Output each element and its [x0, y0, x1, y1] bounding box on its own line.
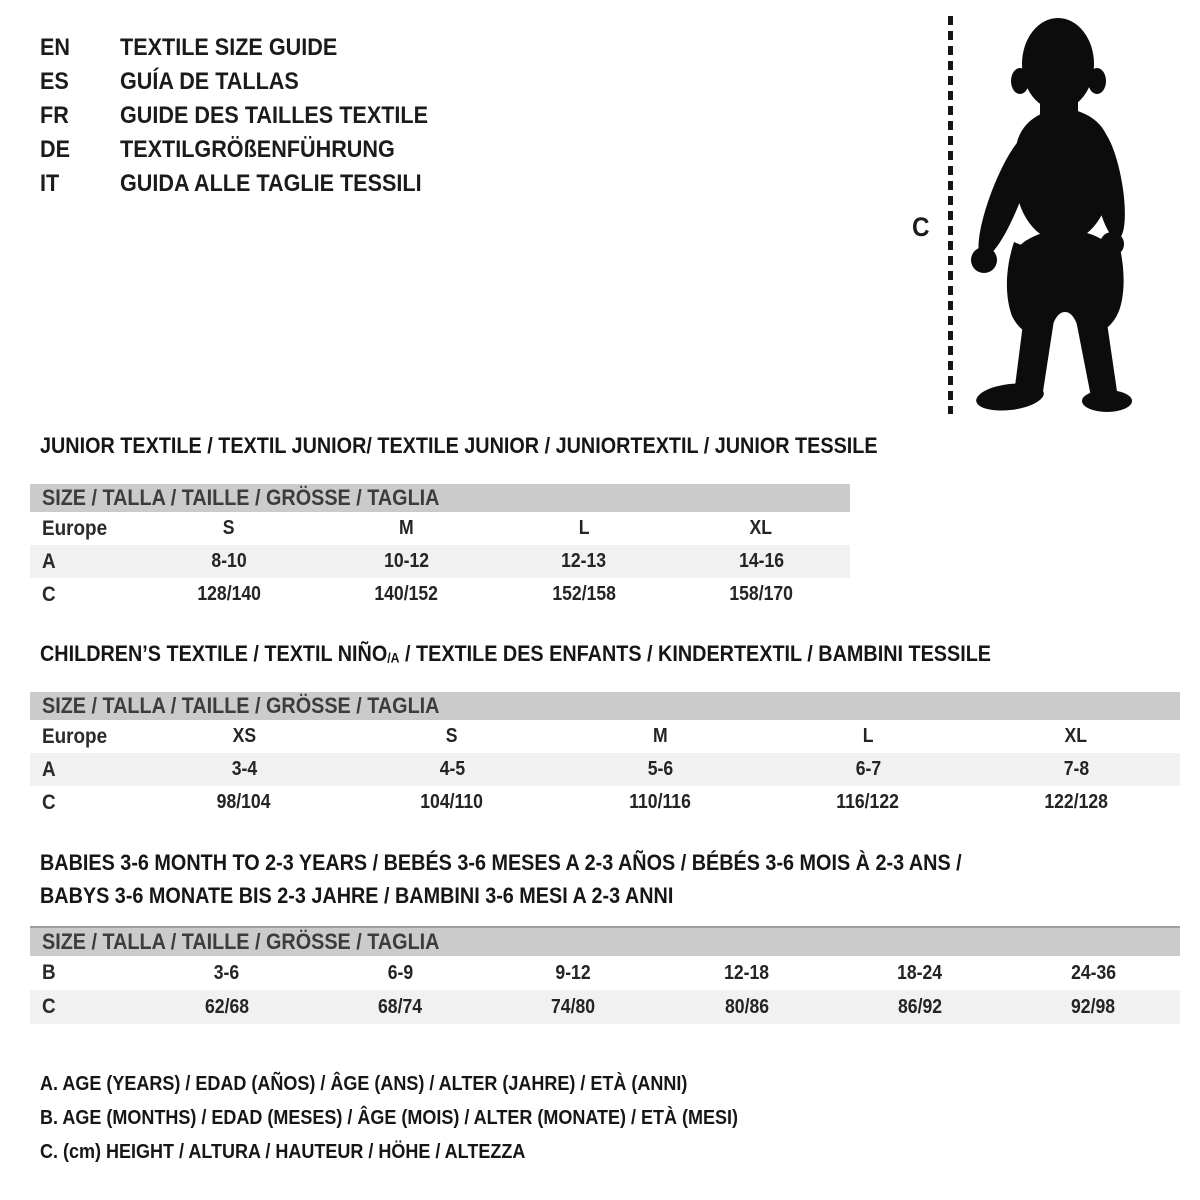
table-row-height: C 128/140 140/152 152/158 158/170 [42, 583, 794, 606]
page-title-it: GUIDA ALLE TAGLIE TESSILI [120, 170, 422, 197]
nino-a-subscript: /A [387, 650, 400, 666]
baby-silhouette-icon [966, 16, 1134, 414]
footnote-b-age-months: B. AGE (MONTHS) / EDAD (MESES) / ÂGE (MOIS) / ALTER (MONATE) / ETÀ (MESI) [40, 1107, 738, 1129]
table-row-height: C 62/68 68/74 74/80 80/86 86/92 92/98 [30, 990, 1180, 1024]
language-row-it [40, 167, 462, 201]
language-row-de [40, 133, 462, 167]
section-title-babies-line1: BABIES 3-6 MONTH TO 2-3 YEARS / BEBÉS 3-6 MESES A 2-3 AÑOS / BÉBÉS 3-6 MOIS À 2-3 ANS / [40, 850, 962, 875]
section-title-children: CHILDREN’S TEXTILE / TEXTIL NIÑO/A / TEXTILE DES ENFANTS / KINDERTEXTIL / BAMBINI TESSILE [40, 641, 992, 666]
table-row-europe: Europe XS S M L XL [42, 725, 1088, 748]
table-row-age: A 8-10 10-12 12-13 14-16 [30, 545, 850, 578]
language-code: ES [40, 68, 69, 95]
language-code: IT [40, 170, 60, 197]
table-row-months: B 3-6 6-9 9-12 12-18 18-24 24-36 [42, 961, 1116, 984]
page-title-fr: GUIDE DES TAILLES TEXTILE [120, 102, 429, 129]
page-title-es: GUÍA DE TALLAS [120, 68, 299, 95]
babies-size-table [30, 926, 1180, 1024]
table-row-height: C 98/104 104/110 110/116 116/122 122/128 [42, 791, 1108, 814]
language-title-list [40, 31, 462, 201]
height-measure-label: C [912, 212, 930, 242]
language-row-es [40, 65, 462, 99]
language-row-fr [40, 99, 462, 133]
page-title-de: TEXTILGRÖßENFÜHRUNG [120, 136, 395, 163]
language-code: EN [40, 34, 71, 61]
section-title-junior: JUNIOR TEXTILE / TEXTIL JUNIOR/ TEXTILE JUNIOR / JUNIORTEXTIL / JUNIOR TESSILE [40, 433, 878, 458]
size-header-bar: SIZE / TALLA / TAILLE / GRÖSSE / TAGLIA [30, 692, 1180, 720]
page-title-en: TEXTILE SIZE GUIDE [120, 34, 338, 61]
junior-size-table [30, 484, 850, 611]
height-measure-dashed-line [948, 16, 953, 414]
language-row-en [40, 31, 462, 65]
language-code: FR [40, 102, 69, 129]
size-header-bar: SIZE / TALLA / TAILLE / GRÖSSE / TAGLIA [30, 926, 1180, 956]
footnote-a-age-years: A. AGE (YEARS) / EDAD (AÑOS) / ÂGE (ANS) / ALTER (JAHRE) / ETÀ (ANNI) [40, 1073, 688, 1095]
table-row-europe: Europe S M L XL [42, 517, 773, 540]
footnote-c-height-cm: C. (cm) HEIGHT / ALTURA / HAUTEUR / HÖHE / ALTEZZA [40, 1141, 526, 1163]
size-header-bar: SIZE / TALLA / TAILLE / GRÖSSE / TAGLIA [30, 484, 850, 512]
children-size-table [30, 692, 1180, 819]
table-row-age: A 3-4 4-5 5-6 6-7 7-8 [30, 753, 1180, 786]
section-title-babies-line2: BABYS 3-6 MONATE BIS 2-3 JAHRE / BAMBINI 3-6 MESI A 2-3 ANNI [40, 883, 674, 908]
language-code: DE [40, 136, 71, 163]
